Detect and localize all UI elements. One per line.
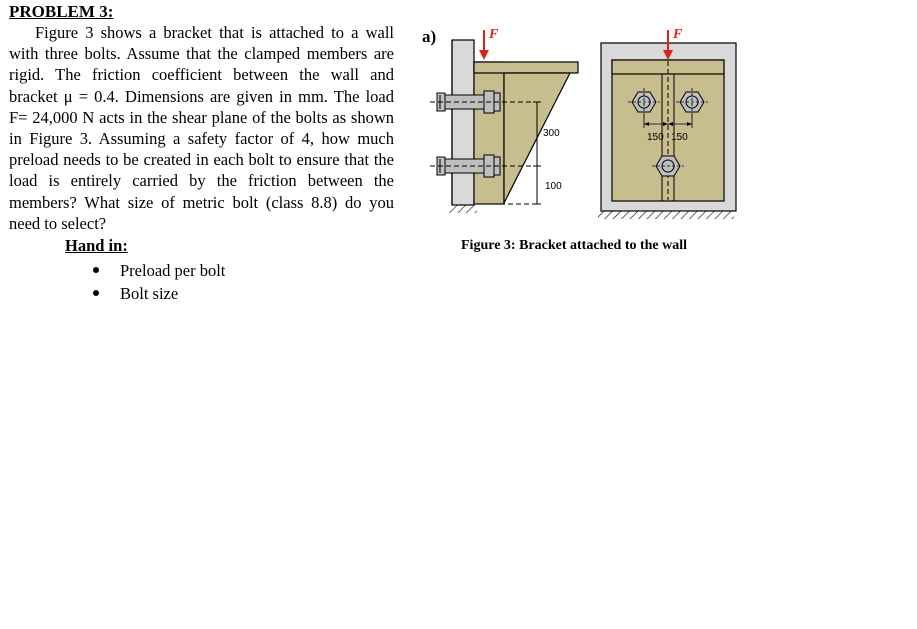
problem-heading: PROBLEM 3: [9, 2, 114, 21]
figure-caption: Figure 3: Bracket attached to the wall [461, 238, 688, 253]
figure-part-label: a) [422, 27, 437, 46]
dim-100-label: 100 [545, 181, 562, 192]
force-label-front: F [673, 27, 683, 42]
hand-in-label: Hand in: [65, 236, 128, 256]
front-ground-hatch [598, 211, 734, 219]
wall [452, 40, 474, 205]
dim-300-label: 300 [543, 128, 560, 139]
dim-150-left-label: 150 [647, 132, 664, 143]
force-arrow-side [479, 30, 489, 60]
side-view [430, 27, 578, 213]
dim-150-right-label: 150 [671, 132, 688, 143]
front-view [598, 27, 736, 219]
ground-hatch [449, 205, 477, 213]
force-label-side: F [489, 27, 499, 42]
problem-paragraph: Figure 3 shows a bracket that is attached to a wall with three bolts. Assume that the clamped members are rigid. The friction coefficient between the wall and bracket μ = 0.4. Dimensions are given in mm. The load F= 24,000 N acts in the shear plane of the bolts as shown in Figure 3. Assuming a safety factor of 4, how much preload needs to be created in each bolt to ensure that the load is entirely carried by the friction between the members? What size of metric bolt (class 8.8) do you need to select? [9, 23, 394, 233]
bracket-plate [474, 62, 504, 204]
hand-in-item-text: Preload per bolt [120, 261, 226, 281]
bracket-top-arm [474, 62, 578, 73]
hand-in-item-text: Bolt size [120, 284, 179, 304]
